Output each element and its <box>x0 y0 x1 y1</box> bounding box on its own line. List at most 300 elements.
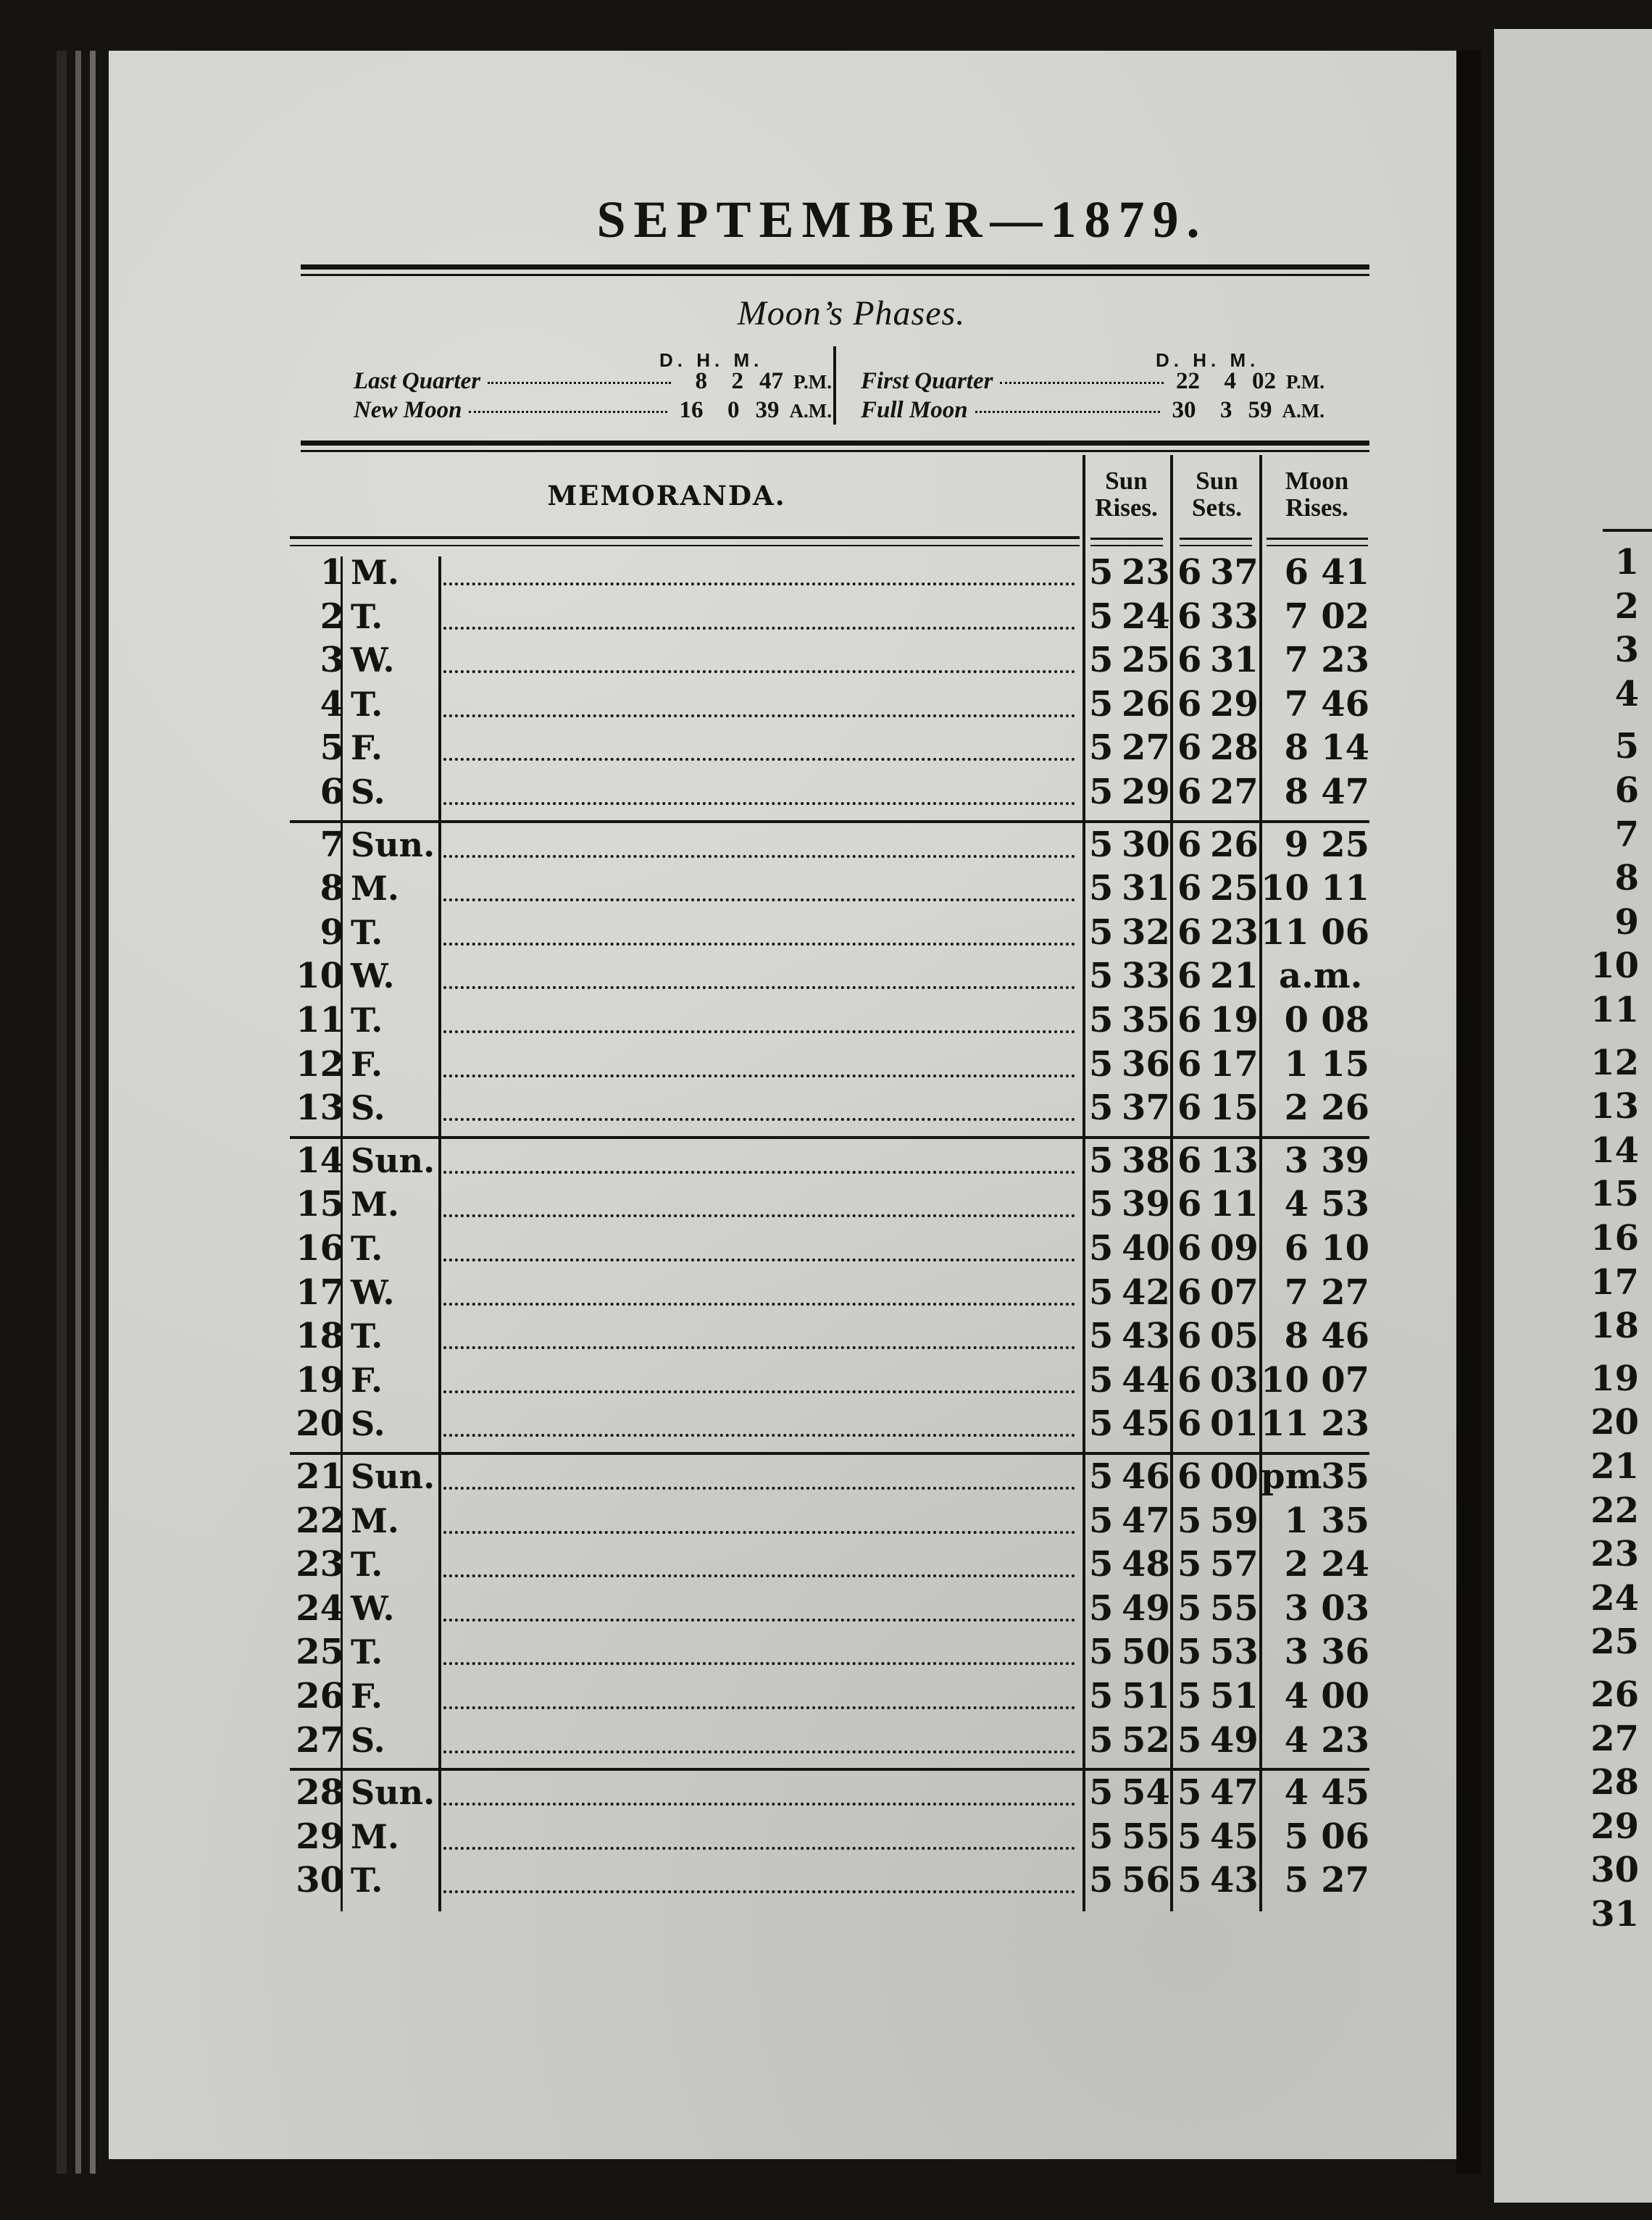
table-row <box>0 1086 1652 1130</box>
table-row <box>0 770 1652 814</box>
sun-rise-hour: 5 <box>1089 1184 1114 1225</box>
phases-rule <box>301 441 1369 446</box>
weekday: W. <box>351 956 395 996</box>
memoranda-header: MEMORANDA. <box>547 480 786 512</box>
sun-set-minute: 59 <box>1210 1500 1259 1541</box>
sun-set-hour: 6 <box>1177 1043 1202 1085</box>
sun-set-minute: 31 <box>1210 640 1259 681</box>
table-row <box>0 1227 1652 1270</box>
sun-rise-minute: 27 <box>1122 727 1170 769</box>
sun-rise-minute: 44 <box>1122 1359 1170 1401</box>
next-page-day-number: 21 <box>1590 1446 1639 1487</box>
moon-rise-time: a.m. <box>1279 956 1363 997</box>
table-row <box>0 1139 1652 1182</box>
sun-set-hour: 6 <box>1177 640 1202 681</box>
sun-rise-hour: 5 <box>1089 1359 1114 1401</box>
sun-set-minute: 51 <box>1210 1676 1259 1716</box>
phase-name: Full Moon <box>861 397 968 423</box>
header-rule <box>290 536 1080 539</box>
moon-rise-minute: 00 <box>1321 1676 1369 1716</box>
memo-line <box>443 1890 1075 1893</box>
memo-line <box>443 758 1075 761</box>
table-row <box>0 1719 1652 1762</box>
next-page-day-number: 8 <box>1614 858 1639 899</box>
weekday: Sun. <box>351 1773 435 1813</box>
day-number: 16 <box>296 1228 344 1269</box>
sun-set-hour: 6 <box>1177 727 1202 769</box>
sun-rise-minute: 47 <box>1122 1500 1170 1541</box>
moon-rise-minute: 06 <box>1321 1816 1369 1857</box>
table-row <box>0 1359 1652 1402</box>
memo-line <box>443 802 1075 805</box>
moon-rises-header <box>1264 467 1369 521</box>
weekday: M. <box>351 1501 399 1540</box>
sun-rise-minute: 49 <box>1122 1587 1170 1629</box>
sun-rise-hour: 5 <box>1089 1860 1114 1901</box>
leader-dots <box>488 382 671 384</box>
phase-day: 30 <box>1172 397 1196 423</box>
day-number: 29 <box>296 1816 344 1857</box>
moon-rise-minute: 25 <box>1321 824 1369 865</box>
weekday: T. <box>351 912 383 952</box>
sun-rise-hour: 5 <box>1089 1228 1114 1269</box>
next-page-day-number: 12 <box>1590 1042 1639 1083</box>
sun-rise-minute: 52 <box>1122 1719 1170 1761</box>
sun-rise-hour: 5 <box>1089 640 1114 681</box>
moon-rise-minute: 07 <box>1321 1359 1369 1401</box>
header-line: Sun <box>1196 467 1238 495</box>
sun-rise-hour: 5 <box>1089 1544 1114 1585</box>
table-row <box>0 1543 1652 1586</box>
sun-rise-minute: 31 <box>1122 868 1170 909</box>
moon-rise-hour: 4 <box>1284 1719 1309 1761</box>
next-page-day-number: 27 <box>1590 1718 1639 1759</box>
sun-rises-header <box>1081 467 1172 521</box>
memo-line <box>443 583 1075 585</box>
phase-full-moon <box>861 397 1324 427</box>
sun-rise-hour: 5 <box>1089 1000 1114 1040</box>
moon-rise-minute: 08 <box>1321 1000 1369 1040</box>
moon-rise-minute: 39 <box>1321 1140 1369 1181</box>
sun-rise-minute: 40 <box>1122 1228 1170 1269</box>
phase-day: 22 <box>1176 368 1200 394</box>
sun-rise-minute: 35 <box>1122 1000 1170 1040</box>
sun-rise-hour: 5 <box>1089 1816 1114 1857</box>
sun-set-hour: 6 <box>1177 1456 1202 1497</box>
header-line: Moon <box>1285 467 1349 495</box>
next-page-rule <box>1603 529 1652 532</box>
day-number: 13 <box>296 1088 344 1129</box>
moon-rise-hour: 8 <box>1284 727 1309 769</box>
next-page-day-number: 30 <box>1590 1850 1639 1891</box>
moon-rise-minute: 11 <box>1321 868 1369 909</box>
sun-set-minute: 05 <box>1210 1316 1259 1357</box>
day-number: 18 <box>296 1316 344 1357</box>
sun-rise-minute: 45 <box>1122 1403 1170 1445</box>
table-row <box>0 595 1652 638</box>
phase-hour: 3 <box>1220 397 1232 423</box>
moon-rise-hour: 9 <box>1284 824 1309 865</box>
phase-minute: 47 <box>759 368 783 394</box>
sun-set-minute: 27 <box>1210 772 1259 812</box>
day-number: 20 <box>296 1403 344 1445</box>
moon-rise-minute: 23 <box>1321 640 1369 681</box>
memo-line <box>443 1531 1075 1534</box>
moon-rise-minute: 06 <box>1321 911 1369 953</box>
moon-rise-hour: 8 <box>1284 772 1309 812</box>
table-row <box>0 551 1652 594</box>
next-page-day-number: 2 <box>1614 585 1639 627</box>
sun-set-minute: 21 <box>1210 956 1259 997</box>
phase-hour: 4 <box>1224 368 1236 394</box>
moon-rise-minute: 53 <box>1321 1184 1369 1225</box>
sun-rise-hour: 5 <box>1089 1316 1114 1357</box>
memo-line <box>443 1574 1075 1577</box>
memo-line <box>443 1662 1075 1665</box>
table-row <box>0 823 1652 867</box>
day-number: 19 <box>296 1359 344 1401</box>
leader-dots <box>975 411 1160 413</box>
weekday: Sun. <box>351 1457 435 1496</box>
moon-rise-hour: 3 <box>1284 1140 1309 1181</box>
sun-set-hour: 6 <box>1177 1184 1202 1225</box>
sun-rise-minute: 30 <box>1122 824 1170 865</box>
phase-minute: 02 <box>1252 368 1276 394</box>
sun-set-hour: 5 <box>1177 1719 1202 1761</box>
sun-set-minute: 49 <box>1210 1719 1259 1761</box>
moon-rise-minute: 45 <box>1321 1772 1369 1814</box>
moon-rise-minute: 47 <box>1321 772 1369 812</box>
sun-set-minute: 13 <box>1210 1140 1259 1181</box>
next-page-day-number: 13 <box>1590 1086 1639 1127</box>
sun-rise-minute: 56 <box>1122 1860 1170 1901</box>
memo-line <box>443 1030 1075 1033</box>
sun-rise-minute: 54 <box>1122 1772 1170 1814</box>
moon-rise-hour: 11 <box>1261 911 1309 953</box>
memo-line <box>443 1487 1075 1490</box>
table-row <box>0 998 1652 1042</box>
header-rule <box>290 545 1080 546</box>
sun-rise-hour: 5 <box>1089 824 1114 865</box>
sun-rise-hour: 5 <box>1089 596 1114 637</box>
sun-rise-minute: 42 <box>1122 1272 1170 1313</box>
moon-rise-hour: 7 <box>1284 1272 1309 1313</box>
sun-set-hour: 5 <box>1177 1860 1202 1901</box>
moon-rise-minute: 35 <box>1321 1500 1369 1541</box>
memo-line <box>443 1706 1075 1709</box>
weekday: W. <box>351 640 395 680</box>
sun-rise-hour: 5 <box>1089 1140 1114 1181</box>
memo-line <box>443 627 1075 630</box>
table-row <box>0 1314 1652 1358</box>
memo-line <box>443 1074 1075 1077</box>
sun-set-minute: 03 <box>1210 1359 1259 1401</box>
header-rule <box>1090 545 1163 546</box>
weekday: W. <box>351 1272 395 1312</box>
sun-rise-minute: 50 <box>1122 1632 1170 1673</box>
memo-line <box>443 943 1075 946</box>
sun-set-hour: 6 <box>1177 1403 1202 1445</box>
weekday: S. <box>351 1720 385 1760</box>
memo-line <box>443 1346 1075 1349</box>
day-number: 26 <box>296 1676 344 1716</box>
sun-set-hour: 6 <box>1177 1272 1202 1313</box>
leader-dots <box>469 411 667 413</box>
weekday: F. <box>351 1677 383 1716</box>
sun-set-hour: 6 <box>1177 1140 1202 1181</box>
phase-new-moon <box>354 397 832 427</box>
header-rule <box>1090 538 1163 540</box>
table-row <box>0 911 1652 954</box>
weekday: F. <box>351 1360 383 1400</box>
sun-rise-hour: 5 <box>1089 1043 1114 1085</box>
sun-set-hour: 6 <box>1177 683 1202 725</box>
table-row <box>0 1815 1652 1858</box>
sun-set-hour: 6 <box>1177 868 1202 909</box>
next-page-day-number: 25 <box>1590 1622 1639 1663</box>
next-page-day-number: 5 <box>1614 726 1639 767</box>
weekday: M. <box>351 553 399 592</box>
weekday: T. <box>351 1316 383 1356</box>
moon-rise-hour: 6 <box>1284 552 1309 593</box>
day-number: 5 <box>320 727 344 769</box>
sun-rise-hour: 5 <box>1089 956 1114 997</box>
moon-rise-hour: 7 <box>1284 683 1309 725</box>
table-row <box>0 1630 1652 1674</box>
moon-rise-hour: pm <box>1261 1456 1322 1497</box>
sun-set-minute: 09 <box>1210 1228 1259 1269</box>
table-row <box>0 1043 1652 1086</box>
sun-set-minute: 19 <box>1210 1000 1259 1040</box>
title-rule <box>301 274 1369 276</box>
sun-rise-minute: 36 <box>1122 1043 1170 1085</box>
phases-rule <box>301 450 1369 452</box>
leader-dots <box>1000 382 1164 384</box>
sun-set-minute: 57 <box>1210 1544 1259 1585</box>
sun-rise-minute: 37 <box>1122 1088 1170 1129</box>
next-page-day-number: 11 <box>1590 990 1639 1030</box>
sun-rise-minute: 51 <box>1122 1676 1170 1716</box>
sun-rise-minute: 26 <box>1122 683 1170 725</box>
memo-line <box>443 670 1075 673</box>
sun-rise-hour: 5 <box>1089 911 1114 953</box>
memo-line <box>443 1118 1075 1121</box>
day-number: 7 <box>320 824 344 865</box>
next-page-day-number: 3 <box>1614 630 1639 671</box>
moon-rise-minute: 24 <box>1321 1544 1369 1585</box>
moon-rise-hour: 10 <box>1261 868 1309 909</box>
phase-last-quarter <box>354 368 832 398</box>
sun-set-minute: 28 <box>1210 727 1259 769</box>
sun-set-hour: 5 <box>1177 1772 1202 1814</box>
sun-set-hour: 5 <box>1177 1500 1202 1541</box>
sun-rise-minute: 39 <box>1122 1184 1170 1225</box>
table-row <box>0 1499 1652 1543</box>
table-row <box>0 726 1652 769</box>
next-page-day-number: 24 <box>1590 1577 1639 1619</box>
next-page-day-number: 14 <box>1590 1130 1639 1171</box>
sun-set-hour: 5 <box>1177 1544 1202 1585</box>
table-row <box>0 867 1652 910</box>
day-number: 27 <box>296 1719 344 1761</box>
sun-rise-minute: 29 <box>1122 772 1170 812</box>
sun-set-minute: 29 <box>1210 683 1259 725</box>
next-page-day-number: 29 <box>1590 1806 1639 1847</box>
memo-line <box>443 1847 1075 1850</box>
weekday: T. <box>351 1229 383 1268</box>
day-number: 2 <box>320 596 344 637</box>
header-rule <box>1267 538 1368 540</box>
weekday: S. <box>351 1088 385 1128</box>
sun-set-minute: 00 <box>1210 1456 1259 1497</box>
sun-set-minute: 23 <box>1210 911 1259 953</box>
phase-minute: 59 <box>1248 397 1272 423</box>
weekday: S. <box>351 772 385 811</box>
sun-rise-minute: 24 <box>1122 596 1170 637</box>
moon-rise-minute: 23 <box>1321 1403 1369 1445</box>
memo-line <box>443 1803 1075 1806</box>
sun-rise-minute: 32 <box>1122 911 1170 953</box>
phase-name: Last Quarter <box>354 368 481 394</box>
next-page-day-number: 15 <box>1590 1174 1639 1215</box>
next-page-day-number: 17 <box>1590 1261 1639 1303</box>
moon-rise-hour: 7 <box>1284 596 1309 637</box>
memo-line <box>443 1259 1075 1261</box>
sun-set-hour: 5 <box>1177 1816 1202 1857</box>
weekday: Sun. <box>351 1140 435 1180</box>
day-number: 3 <box>320 640 344 681</box>
sun-rise-hour: 5 <box>1089 868 1114 909</box>
sun-set-minute: 45 <box>1210 1816 1259 1857</box>
sun-rise-hour: 5 <box>1089 1719 1114 1761</box>
moon-rise-hour: 3 <box>1284 1587 1309 1629</box>
sun-rise-minute: 43 <box>1122 1316 1170 1357</box>
sun-set-hour: 6 <box>1177 1000 1202 1040</box>
sun-set-hour: 5 <box>1177 1676 1202 1716</box>
moon-rise-hour: 2 <box>1284 1544 1309 1585</box>
sun-rise-hour: 5 <box>1089 727 1114 769</box>
sun-set-hour: 6 <box>1177 1359 1202 1401</box>
moon-rise-hour: 7 <box>1284 640 1309 681</box>
header-rule <box>1180 538 1252 540</box>
sun-set-minute: 43 <box>1210 1860 1259 1901</box>
dhm-label: D. H. M. <box>1156 349 1260 371</box>
weekday: T. <box>351 1001 383 1040</box>
header-rule <box>1180 545 1252 546</box>
day-number: 28 <box>296 1772 344 1814</box>
next-page-day-number: 26 <box>1590 1674 1639 1715</box>
sun-rise-hour: 5 <box>1089 683 1114 725</box>
header-rule <box>1267 545 1368 546</box>
next-page-day-number: 7 <box>1614 814 1639 855</box>
sun-set-hour: 6 <box>1177 1316 1202 1357</box>
sun-set-minute: 33 <box>1210 596 1259 637</box>
sun-rise-minute: 38 <box>1122 1140 1170 1181</box>
moon-rise-minute: 46 <box>1321 683 1369 725</box>
next-page-day-number: 4 <box>1614 673 1639 714</box>
day-number: 23 <box>296 1544 344 1585</box>
header-line: Rises. <box>1095 493 1158 522</box>
day-number: 21 <box>296 1456 344 1497</box>
weekday: M. <box>351 869 399 909</box>
moon-rise-minute: 10 <box>1321 1228 1369 1269</box>
phase-name: New Moon <box>354 397 462 423</box>
moon-rise-minute: 27 <box>1321 1860 1369 1901</box>
header-line: Sun <box>1105 467 1148 495</box>
next-page-day-number: 19 <box>1590 1358 1639 1399</box>
moon-rise-hour: 3 <box>1284 1632 1309 1673</box>
moon-rise-minute: 36 <box>1321 1632 1369 1673</box>
day-number: 8 <box>320 868 344 909</box>
moon-rise-hour: 8 <box>1284 1316 1309 1357</box>
moon-rise-hour: 5 <box>1284 1860 1309 1901</box>
phase-name: First Quarter <box>861 368 993 394</box>
phase-hour: 2 <box>731 368 743 394</box>
sun-rise-hour: 5 <box>1089 552 1114 593</box>
phase-ampm: A.M. <box>789 400 832 422</box>
moon-rise-hour: 1 <box>1284 1043 1309 1085</box>
moon-rise-minute: 15 <box>1321 1043 1369 1085</box>
sun-set-minute: 11 <box>1210 1184 1259 1225</box>
weekday: M. <box>351 1816 399 1856</box>
sun-set-minute: 01 <box>1210 1403 1259 1445</box>
day-number: 9 <box>320 911 344 953</box>
table-row <box>0 1858 1652 1902</box>
sun-rise-hour: 5 <box>1089 1772 1114 1814</box>
table-row <box>0 1771 1652 1814</box>
day-number: 30 <box>296 1860 344 1901</box>
sun-set-hour: 5 <box>1177 1632 1202 1673</box>
sun-rise-hour: 5 <box>1089 1632 1114 1673</box>
day-number: 10 <box>296 956 344 997</box>
day-number: 17 <box>296 1272 344 1313</box>
day-number: 4 <box>320 683 344 725</box>
day-number: 25 <box>296 1632 344 1673</box>
moon-rise-hour: 11 <box>1261 1403 1309 1445</box>
sun-set-minute: 17 <box>1210 1043 1259 1085</box>
next-page-day-number: 31 <box>1590 1894 1639 1935</box>
weekday: T. <box>351 1861 383 1900</box>
table-row <box>0 1674 1652 1718</box>
weekday: T. <box>351 684 383 724</box>
moon-rise-hour: 5 <box>1284 1816 1309 1857</box>
table-row <box>0 1587 1652 1630</box>
moon-rise-minute: 03 <box>1321 1587 1369 1629</box>
phase-hour: 0 <box>727 397 740 423</box>
sun-rise-hour: 5 <box>1089 1456 1114 1497</box>
phase-ampm: P.M. <box>1286 371 1324 393</box>
sun-set-minute: 26 <box>1210 824 1259 865</box>
header-line: Rises. <box>1285 493 1348 522</box>
next-page-day-number: 28 <box>1590 1762 1639 1803</box>
sun-rise-minute: 48 <box>1122 1544 1170 1585</box>
weekday: F. <box>351 1044 383 1084</box>
memo-line <box>443 1750 1075 1753</box>
sun-rise-minute: 23 <box>1122 552 1170 593</box>
sun-set-hour: 6 <box>1177 956 1202 997</box>
sun-set-hour: 6 <box>1177 1228 1202 1269</box>
weekday: T. <box>351 1545 383 1585</box>
moon-rise-minute: 27 <box>1321 1272 1369 1313</box>
table-row <box>0 1455 1652 1498</box>
moon-rise-minute: 35 <box>1321 1456 1369 1497</box>
day-number: 1 <box>320 552 344 593</box>
header-line: Sets. <box>1191 493 1243 522</box>
weekday: M. <box>351 1185 399 1224</box>
moon-rise-hour: 2 <box>1284 1088 1309 1129</box>
weekday: T. <box>351 596 383 636</box>
day-number: 14 <box>296 1140 344 1181</box>
